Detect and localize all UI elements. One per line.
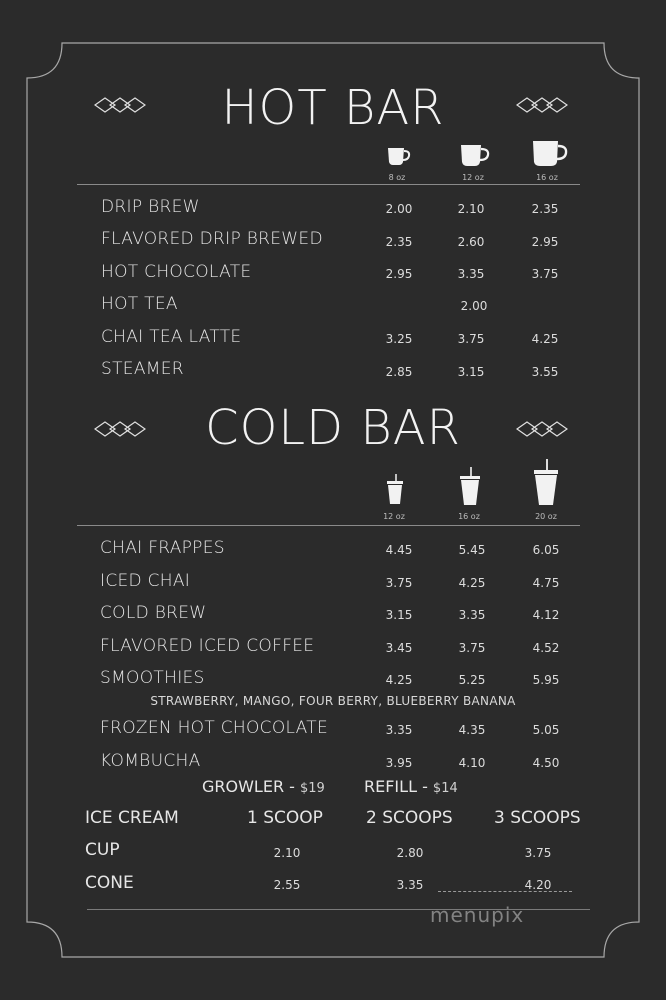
price-small: 3.45 (385, 641, 413, 655)
refill-price (364, 777, 458, 796)
item-name: CHAI FRAPPES (100, 538, 225, 558)
price-small: 2.35 (385, 235, 413, 249)
diamond-ornament-icon (516, 95, 568, 115)
price-two-scoops: 3.35 (396, 878, 424, 892)
column-three-scoops: 3 SCOOPS (494, 808, 581, 828)
item-name: STEAMER (101, 359, 184, 379)
hot-cup-small-icon (386, 146, 412, 168)
row-label: CUP (85, 840, 120, 860)
price-large: 4.25 (531, 332, 559, 346)
price-small: 2.85 (385, 365, 413, 379)
price-large: 5.05 (532, 723, 560, 737)
item-name: FROZEN HOT CHOCOLATE (100, 718, 329, 738)
item-name: FLAVORED ICED COFFEE (100, 636, 315, 656)
column-one-scoop: 1 SCOOP (247, 808, 323, 828)
price-small: 3.95 (385, 756, 413, 770)
price-one-scoop: 2.10 (273, 846, 301, 860)
price-medium: 3.35 (458, 608, 486, 622)
price-small: 3.25 (385, 332, 413, 346)
size-label-medium: 16 oz (458, 512, 480, 521)
refill-amount: $14 (432, 781, 458, 796)
size-label-large: 16 oz (536, 173, 558, 182)
item-name: HOT CHOCOLATE (101, 262, 252, 282)
price-three-scoops: 3.75 (524, 846, 552, 860)
cold-bar-title: COLD BAR (205, 400, 461, 456)
item-name: CHAI TEA LATTE (101, 327, 242, 347)
size-label-small: 12 oz (383, 512, 405, 521)
price-medium: 2.10 (457, 202, 485, 216)
item-name: SMOOTHIES (100, 668, 205, 688)
growler-price (202, 777, 325, 796)
price-medium: 3.75 (457, 332, 485, 346)
item-name: COLD BREW (100, 603, 207, 623)
item-name: ICED CHAI (100, 571, 191, 591)
price-large: 3.75 (531, 267, 559, 281)
price-medium: 4.25 (458, 576, 486, 590)
hot-cup-large-icon (531, 139, 569, 169)
ice-cream-title: ICE CREAM (85, 808, 179, 828)
growler-label: GROWLER - (202, 777, 301, 796)
refill-label: REFILL - (364, 777, 433, 796)
price-small: 4.25 (385, 673, 413, 687)
price-large: 6.05 (532, 543, 560, 557)
price-small: 3.75 (385, 576, 413, 590)
hot-bar-title: HOT BAR (221, 80, 445, 136)
cold-cup-medium-icon (458, 467, 482, 507)
price-one-scoop: 2.55 (273, 878, 301, 892)
size-label-medium: 12 oz (462, 173, 484, 182)
price-medium: 4.35 (458, 723, 486, 737)
diamond-ornament-icon (516, 419, 568, 439)
growler-amount: $19 (300, 781, 325, 796)
size-label-small: 8 oz (388, 173, 406, 182)
price-large: 4.12 (532, 608, 560, 622)
cold-cup-small-icon (385, 474, 405, 506)
price-large: 4.50 (532, 756, 560, 770)
price-large: 4.52 (532, 641, 560, 655)
item-name: FLAVORED DRIP BREWED (101, 229, 323, 249)
price-small: 3.35 (385, 723, 413, 737)
hot-cup-medium-icon (459, 143, 491, 169)
price-small: 3.15 (385, 608, 413, 622)
price-large: 3.55 (531, 365, 559, 379)
watermark: menupix (430, 903, 525, 927)
row-label: CONE (85, 873, 134, 893)
item-name: DRIP BREW (101, 197, 200, 217)
price-medium: 3.15 (457, 365, 485, 379)
item-name: HOT TEA (101, 294, 178, 314)
price-medium: 4.10 (458, 756, 486, 770)
divider-line (77, 525, 580, 526)
price-small: 2.95 (385, 267, 413, 281)
price-large: 2.95 (531, 235, 559, 249)
price-small: 4.45 (385, 543, 413, 557)
price-large: 5.95 (532, 673, 560, 687)
price-medium: 2.60 (457, 235, 485, 249)
price-medium: 5.45 (458, 543, 486, 557)
dashed-line (438, 891, 572, 893)
price-medium: 3.35 (457, 267, 485, 281)
price-three-scoops: 4.20 (524, 878, 552, 892)
price-small: 2.00 (385, 202, 413, 216)
price-two-scoops: 2.80 (396, 846, 424, 860)
size-label-large: 20 oz (535, 512, 557, 521)
price-medium: 2.00 (460, 299, 488, 313)
price-large: 2.35 (531, 202, 559, 216)
smoothie-flavors: STRAWBERRY, MANGO, FOUR BERRY, BLUEBERRY BANANA (150, 694, 516, 708)
cold-cup-large-icon (532, 459, 560, 507)
item-name: KOMBUCHA (100, 751, 201, 771)
column-two-scoops: 2 SCOOPS (366, 808, 453, 828)
price-medium: 5.25 (458, 673, 486, 687)
price-large: 4.75 (532, 576, 560, 590)
divider-line (77, 184, 580, 185)
price-medium: 3.75 (458, 641, 486, 655)
